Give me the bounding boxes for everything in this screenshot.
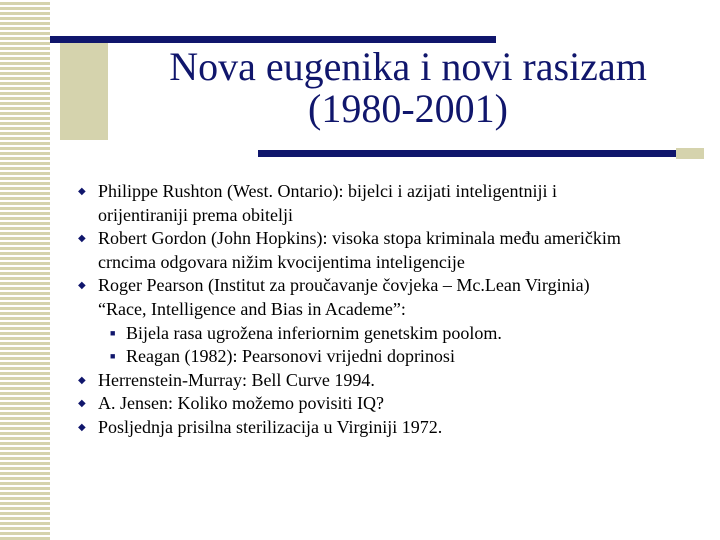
sub-list-item [78, 345, 708, 369]
diamond-bullet-icon: ◆ [78, 280, 86, 292]
sub-list-item-text: Bijela rasa ugrožena inferiornim genetskim poolom. [126, 322, 502, 343]
list-item-text: Philippe Rushton (West. Ontario): bijelci i azijati inteligentniji i [98, 181, 557, 201]
diamond-bullet-icon: ◆ [78, 186, 86, 197]
sub-list-item-text: Reagan (1982): Pearsonovi vrijedni doprinosi [126, 346, 455, 367]
decorative-bar-bottom [258, 150, 676, 157]
list-item-text: “Race, Intelligence and Bias in Academe”: [98, 298, 406, 319]
list-item [78, 369, 708, 393]
title-line-2: (1980-2001) [308, 86, 508, 131]
decorative-block-right [676, 148, 704, 159]
sub-list-item [78, 322, 708, 346]
diamond-bullet-icon: ◆ [78, 374, 86, 386]
diamond-bullet-icon: ◆ [78, 233, 86, 245]
title-line-1: Nova eugenika i novi rasizam [169, 44, 647, 89]
list-item [78, 416, 708, 440]
square-bullet-icon: ■ [110, 327, 116, 338]
slide-title [110, 46, 706, 130]
list-item-text: Herrenstein-Murray: Bell Curve 1994. [98, 369, 375, 390]
list-item-text: Roger Pearson (Institut za proučavanje čovjeka – Mc.Lean Virginia) [98, 275, 590, 296]
diamond-bullet-icon: ◆ [78, 398, 86, 410]
decorative-stripes [0, 0, 50, 540]
list-item [78, 274, 708, 321]
slide-content [78, 180, 708, 440]
square-bullet-icon: ■ [110, 351, 116, 362]
decorative-block-left [60, 41, 108, 140]
list-item-text: crncima odgovara nižim kvocijentima inteligencije [98, 251, 465, 272]
list-item [78, 227, 708, 274]
list-item-text: Posljednja prisilna sterilizacija u Virginiji 1972. [98, 416, 443, 437]
diamond-bullet-icon: ◆ [78, 421, 86, 433]
list-item-text: orijentiraniji prema obitelji [98, 204, 293, 225]
list-item-text: Robert Gordon (John Hopkins): visoka stopa kriminala među američkim [98, 228, 621, 249]
list-item [78, 180, 708, 227]
list-item [78, 392, 708, 416]
decorative-bar-top [50, 36, 496, 43]
list-item-text: A. Jensen: Koliko možemo povisiti IQ? [98, 393, 384, 414]
